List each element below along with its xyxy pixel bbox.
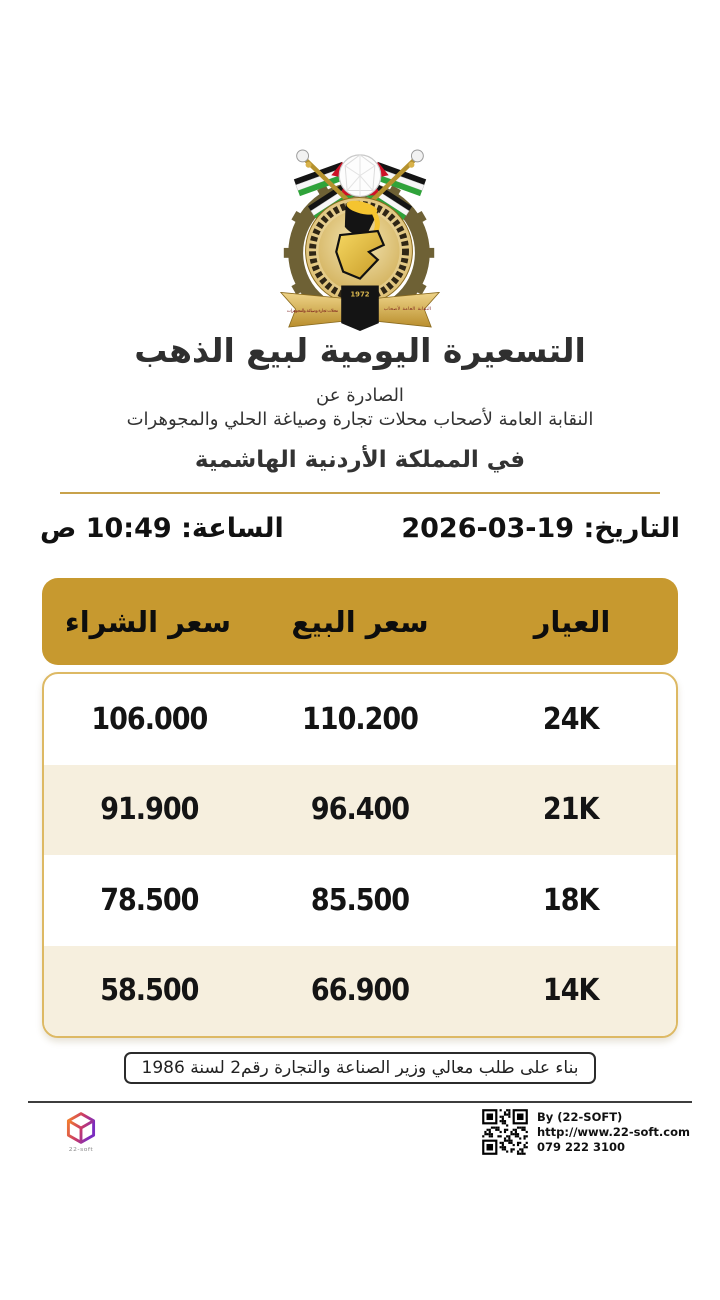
date-label: التاريخ: <box>583 513 680 544</box>
cell-sell: 110.200 <box>302 701 418 737</box>
bottom-divider <box>28 1101 692 1103</box>
qr-code <box>480 1107 530 1157</box>
ribbon-text-left: محلات تجارة وصياغة والمجوهرات <box>286 309 339 315</box>
ministry-note: بناء على طلب معالي وزير الصناعة والتجارة رقم2 لسنة 1986 <box>124 1052 597 1084</box>
date-time-row <box>40 513 680 544</box>
brand-logo <box>58 1110 104 1153</box>
cell-buy: 78.500 <box>100 882 199 918</box>
cell-sell: 85.500 <box>310 882 410 918</box>
table-row <box>44 674 676 765</box>
cell-buy: 106.000 <box>91 701 208 737</box>
cell-sell: 66.900 <box>310 973 410 1009</box>
credit-url: http://www.22-soft.com <box>536 1125 690 1139</box>
issued-by-label: الصادرة عن <box>316 385 404 406</box>
price-table-body <box>42 672 678 1038</box>
cell-sell: 96.400 <box>310 792 410 828</box>
diamond-icon <box>339 155 381 197</box>
table-row <box>44 946 676 1037</box>
page-title: التسعيرة اليومية لبيع الذهب <box>134 331 586 370</box>
header-buy: سعر الشراء <box>64 604 232 639</box>
credit-phone: 079 222 3100 <box>536 1140 626 1154</box>
credit-by: By (22-SOFT) <box>536 1110 623 1124</box>
gold-divider <box>60 492 660 494</box>
table-row <box>44 855 676 946</box>
brand-caption: 22-soft <box>68 1146 94 1153</box>
cell-karat: 18K <box>542 882 599 918</box>
header-karat: العيار <box>533 604 611 639</box>
issuer-name: النقابة العامة لأصحاب محلات تجارة وصياغة الحلي والمجوهرات <box>126 409 594 430</box>
kingdom-line: في المملكة الأردنية الهاشمية <box>194 447 526 473</box>
syndicate-emblem <box>274 146 446 334</box>
cell-buy: 91.900 <box>100 792 199 828</box>
time-value: 10:49 ص <box>40 513 172 544</box>
date-pair <box>401 513 680 544</box>
cell-karat: 14K <box>542 973 599 1009</box>
ribbon-text-right: النقابة العامة لأصحاب <box>383 307 432 313</box>
table-row <box>44 765 676 856</box>
time-label: الساعة: <box>181 513 284 544</box>
header-sell: سعر البيع <box>291 604 429 639</box>
date-value: 19-03-2026 <box>401 513 575 544</box>
time-pair <box>40 513 284 544</box>
cell-karat: 24K <box>542 701 599 737</box>
cube-icon <box>62 1110 100 1146</box>
price-table-header <box>42 578 678 665</box>
cell-karat: 21K <box>542 792 599 828</box>
cell-buy: 58.500 <box>100 973 199 1009</box>
software-credits <box>480 1107 690 1157</box>
established-year: 1972 <box>350 290 370 299</box>
